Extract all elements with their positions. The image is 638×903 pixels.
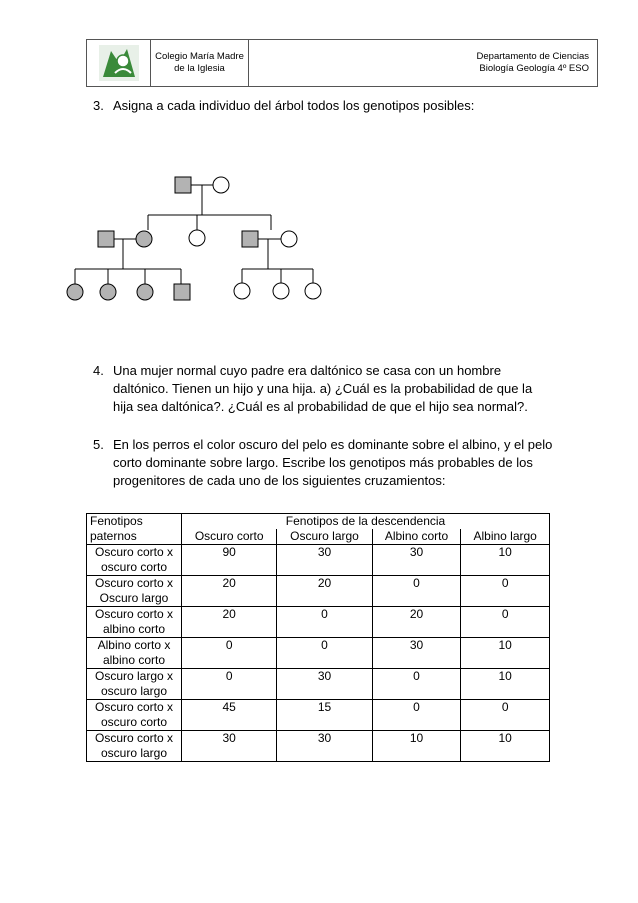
parents-line-1: Albino corto x <box>97 638 171 652</box>
pedigree-female-affected <box>100 284 116 300</box>
table-row <box>87 576 550 607</box>
pedigree-female-normal <box>234 283 250 299</box>
count-cell: 20 <box>372 607 461 638</box>
column-header: Albino corto <box>372 529 461 545</box>
question-3 <box>93 97 474 115</box>
question-5-number: 5. <box>93 437 104 452</box>
column-header: Oscuro largo <box>277 529 372 545</box>
question-4-line: daltónico. Tienen un hijo y una hija. a) ¿Cuál es la probabilidad de que la <box>113 381 533 396</box>
parents-line-1: Oscuro corto x <box>94 731 174 745</box>
table-row <box>87 638 550 669</box>
count-cell: 0 <box>461 607 550 638</box>
table-row <box>87 545 550 576</box>
department-info <box>249 40 597 86</box>
pedigree-female-normal <box>273 283 289 299</box>
count-cell: 20 <box>277 576 372 607</box>
table-body <box>87 545 550 762</box>
question-3-number: 3. <box>93 98 104 113</box>
parents-line-2: Oscuro largo <box>99 591 169 605</box>
parents-cell <box>87 607 182 638</box>
parents-line-1: Oscuro corto x <box>94 545 174 559</box>
column-header: Oscuro corto <box>182 529 277 545</box>
parents-line-1: Oscuro corto x <box>94 576 174 590</box>
parents-line-2: oscuro largo <box>100 684 168 698</box>
table-row <box>87 669 550 700</box>
crosses-table <box>86 513 550 762</box>
parents-line-2: oscuro corto <box>100 560 168 574</box>
question-3-text: Asigna a cada individuo del árbol todos los genotipos posibles: <box>113 98 475 113</box>
column-header: Albino largo <box>461 529 550 545</box>
count-cell: 0 <box>182 669 277 700</box>
count-cell: 0 <box>372 669 461 700</box>
school-line-2: de la Iglesia <box>174 63 225 74</box>
pedigree-female-affected <box>67 284 83 300</box>
parents-line-1: Oscuro largo x <box>94 669 174 683</box>
parents-line-2: oscuro largo <box>100 746 168 760</box>
table-row <box>87 607 550 638</box>
question-5-line: corto dominante sobre largo. Escribe los genotipos más probables de los <box>113 455 533 470</box>
parents-line-2: albino corto <box>102 622 166 636</box>
count-cell: 10 <box>461 731 550 762</box>
parents-cell <box>87 700 182 731</box>
question-4 <box>93 362 532 416</box>
dept-line-2: Biología Geología 4º ESO <box>479 63 589 74</box>
parents-cell <box>87 638 182 669</box>
logo-icon <box>97 43 141 83</box>
count-cell: 10 <box>461 669 550 700</box>
pedigree-male-affected <box>242 231 258 247</box>
pedigree-male-affected <box>174 284 190 300</box>
header-parents-2: paternos <box>87 529 182 545</box>
pedigree-female-normal <box>281 231 297 247</box>
count-cell: 0 <box>277 638 372 669</box>
parents-cell <box>87 669 182 700</box>
question-4-number: 4. <box>93 363 104 378</box>
pedigree-female-normal <box>213 177 229 193</box>
count-cell: 10 <box>372 731 461 762</box>
count-cell: 20 <box>182 576 277 607</box>
count-cell: 0 <box>461 700 550 731</box>
count-cell: 0 <box>461 576 550 607</box>
question-5-line: En los perros el color oscuro del pelo es dominante sobre el albino, y el pelo <box>113 437 553 452</box>
pedigree-male-affected <box>98 231 114 247</box>
school-logo <box>87 40 151 86</box>
dept-line-1: Departamento de Ciencias <box>476 51 589 62</box>
question-4-line: hija sea daltónica?. ¿Cuál es al probabilidad de que el hijo sea normal?. <box>113 399 528 414</box>
count-cell: 30 <box>372 638 461 669</box>
pedigree-female-affected <box>137 284 153 300</box>
pedigree-female-normal <box>305 283 321 299</box>
count-cell: 0 <box>182 638 277 669</box>
count-cell: 0 <box>277 607 372 638</box>
pedigree-chart <box>60 170 340 310</box>
parents-line-2: oscuro corto <box>100 715 168 729</box>
parents-line-1: Oscuro corto x <box>94 607 174 621</box>
school-name <box>151 40 249 86</box>
count-cell: 10 <box>461 545 550 576</box>
question-5 <box>93 436 552 490</box>
school-line-1: Colegio María Madre <box>155 51 244 62</box>
header-offspring-group: Fenotipos de la descendencia <box>182 514 550 530</box>
count-cell: 0 <box>372 576 461 607</box>
count-cell: 30 <box>372 545 461 576</box>
count-cell: 15 <box>277 700 372 731</box>
count-cell: 30 <box>277 731 372 762</box>
question-4-line: Una mujer normal cuyo padre era daltónico se casa con un hombre <box>113 363 502 378</box>
header-parents-1: Fenotipos <box>87 514 182 530</box>
pedigree-female-normal <box>189 230 205 246</box>
parents-cell <box>87 545 182 576</box>
pedigree-female-affected <box>136 231 152 247</box>
count-cell: 30 <box>182 731 277 762</box>
question-5-line: progenitores de cada uno de los siguientes cruzamientos: <box>113 473 446 488</box>
count-cell: 45 <box>182 700 277 731</box>
count-cell: 20 <box>182 607 277 638</box>
table-row <box>87 731 550 762</box>
count-cell: 10 <box>461 638 550 669</box>
count-cell: 30 <box>277 545 372 576</box>
parents-cell <box>87 731 182 762</box>
count-cell: 90 <box>182 545 277 576</box>
pedigree-male-affected <box>175 177 191 193</box>
table-row <box>87 700 550 731</box>
parents-line-1: Oscuro corto x <box>94 700 174 714</box>
count-cell: 30 <box>277 669 372 700</box>
page-header <box>86 39 598 87</box>
parents-cell <box>87 576 182 607</box>
count-cell: 0 <box>372 700 461 731</box>
parents-line-2: albino corto <box>102 653 166 667</box>
